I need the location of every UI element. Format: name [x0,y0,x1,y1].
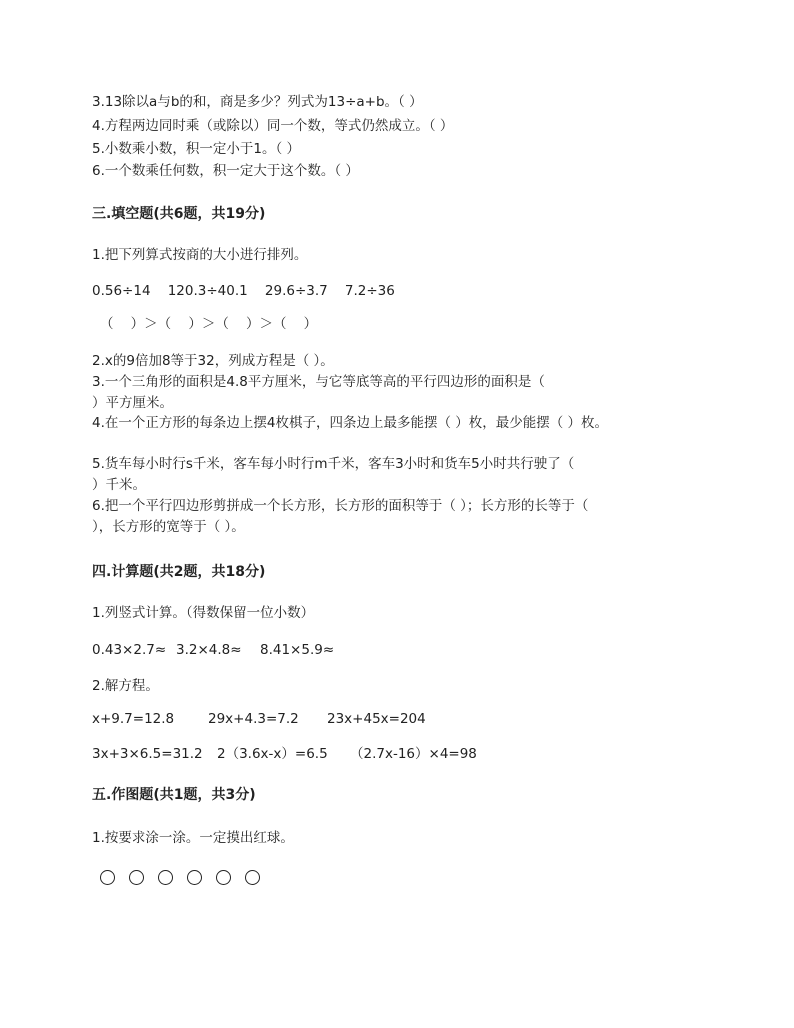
calc-q1-expr-2: 3.2×4.8≈ [176,642,242,658]
calc-q2-r2-3: （2.7x-16）×4=98 [350,746,477,762]
ball-circle[interactable] [245,870,260,885]
ball-circles [100,870,260,885]
section-header-calc: 四.计算题(共2题，共18分) [92,564,266,580]
fill-q4: 4.在一个正方形的每条边上摆4枚棋子，四条边上最多能摆（ ）枚，最少能摆（ ）枚。 [92,415,609,431]
calc-q2-r1-3: 23x+45x=204 [327,711,426,727]
calc-q2-r1-2: 29x+4.3=7.2 [208,711,299,727]
section-header-draw: 五.作图题(共1题，共3分) [92,787,256,803]
calc-q2-r2-2: 2（3.6x-x）=6.5 [217,746,328,762]
ball-circle[interactable] [216,870,231,885]
ball-circle[interactable] [129,870,144,885]
fill-q2: 2.x的9倍加8等于32，列成方程是（ ）。 [92,353,334,369]
section-header-fill: 三.填空题(共6题，共19分) [92,206,266,222]
fill-q5-line2: ）千米。 [92,477,146,493]
fill-q3-line2: ）平方厘米。 [92,395,173,411]
fill-q6-line1: 6.把一个平行四边形剪拼成一个长方形，长方形的面积等于（ ）；长方形的长等于（ [92,498,589,514]
fill-q6-line2: ），长方形的宽等于（ ）。 [92,519,245,535]
draw-q1: 1.按要求涂一涂。一定摸出红球。 [92,830,294,846]
fill-q1: 1.把下列算式按商的大小进行排列。 [92,247,308,263]
calc-q2: 2.解方程。 [92,678,159,694]
calc-q2-r1-1: x+9.7=12.8 [92,711,175,727]
fill-q1-exprs: 0.56÷14 120.3÷40.1 29.6÷3.7 7.2÷36 [92,283,395,299]
ball-circle[interactable] [158,870,173,885]
fill-q3-line1: 3.一个三角形的面积是4.8平方厘米，与它等底等高的平行四边形的面积是（ [92,374,545,390]
calc-q1: 1.列竖式计算。（得数保留一位小数） [92,605,315,621]
judge-item-3: 3.13除以a与b的和，商是多少？列式为13÷a+b。（ ） [92,94,423,110]
ball-circle[interactable] [100,870,115,885]
calc-q1-expr-1: 0.43×2.7≈ [92,642,167,658]
fill-q5-line1: 5.货车每小时行s千米，客车每小时行m千米，客车3小时和货车5小时共行驶了（ [92,456,575,472]
judge-item-4: 4.方程两边同时乘（或除以）同一个数，等式仍然成立。（ ） [92,118,454,134]
calc-q2-r2-1: 3x+3×6.5=31.2 [92,746,203,762]
fill-q1-blanks: （ ）＞（ ）＞（ ）＞（ ） [100,316,318,332]
calc-q1-expr-3: 8.41×5.9≈ [260,642,335,658]
judge-item-6: 6.一个数乘任何数，积一定大于这个数。（ ） [92,163,359,179]
judge-item-5: 5.小数乘小数，积一定小于1。（ ） [92,141,301,157]
ball-circle[interactable] [187,870,202,885]
